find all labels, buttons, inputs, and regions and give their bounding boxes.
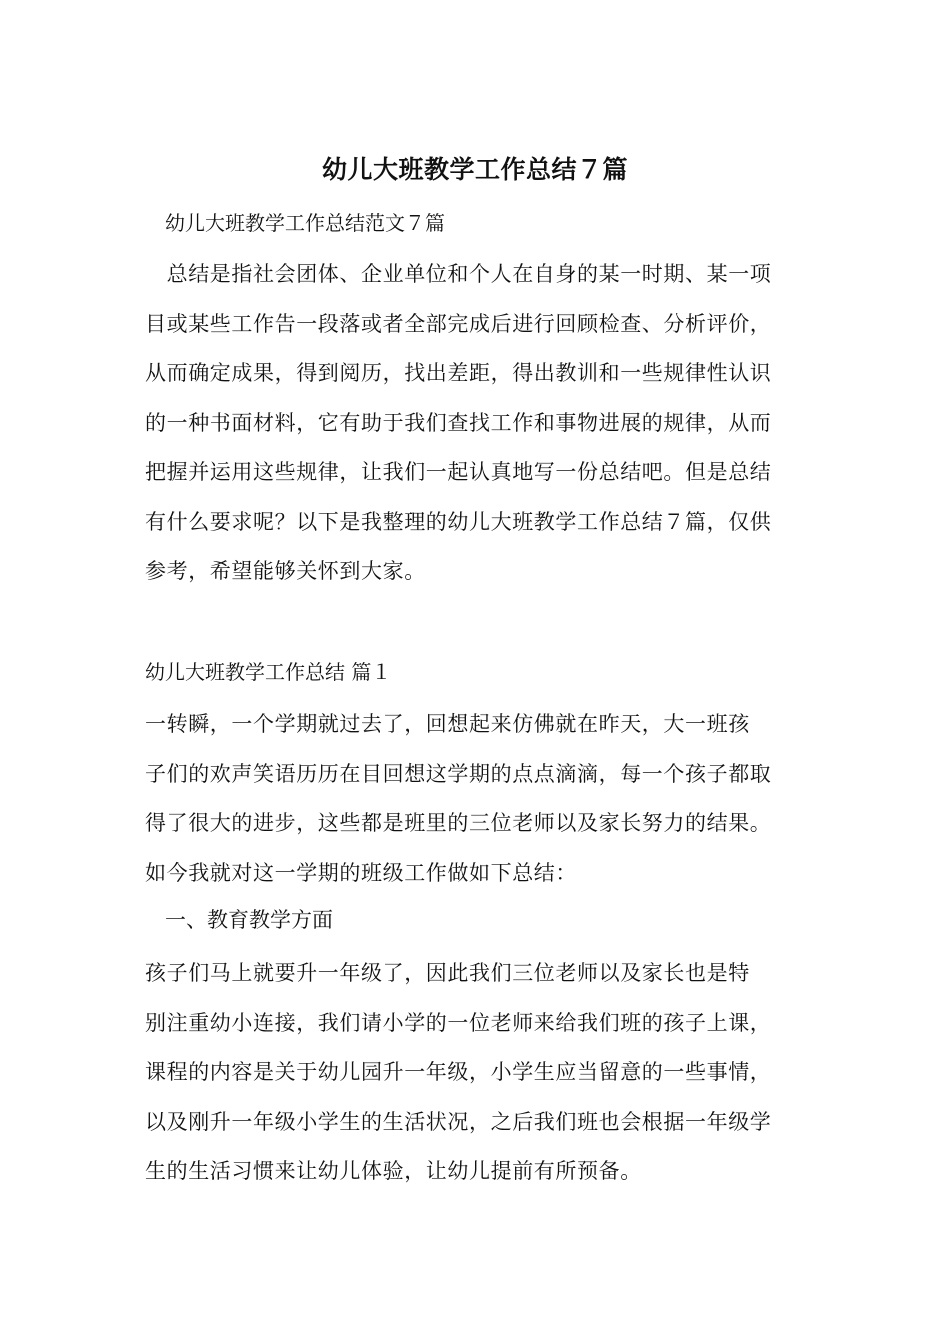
paragraph-line: 得了很大的进步，这些都是班里的三位老师以及家长努力的结果。 bbox=[145, 811, 772, 835]
sub-paragraph bbox=[145, 949, 810, 1197]
intro-paragraph bbox=[145, 250, 810, 597]
paragraph-line: 生的生活习惯来让幼儿体验，让幼儿提前有所预备。 bbox=[145, 1159, 642, 1183]
paragraph-line: 孩子们马上就要升一年级了，因此我们三位老师以及家长也是特 bbox=[145, 961, 750, 985]
document-title: 幼儿大班教学工作总结７篇 bbox=[321, 155, 628, 184]
paragraph-line: 从而确定成果，得到阅历，找出差距，得出教训和一些规律性认识 bbox=[145, 361, 772, 385]
paragraph-line: 别注重幼小连接，我们请小学的一位老师来给我们班的孩子上课， bbox=[145, 1010, 772, 1035]
paragraph-line: 的一种书面材料，它有助于我们查找工作和事物进展的规律，从而 bbox=[145, 410, 772, 435]
paragraph-line: 一转瞬，一个学期就过去了，回想起来仿佛就在昨天，大一班孩 bbox=[145, 712, 750, 736]
section-heading: 幼儿大班教学工作总结 篇１ bbox=[145, 660, 392, 684]
sub-heading: 一、教育教学方面 bbox=[165, 908, 333, 932]
paragraph-line: 如今我就对这一学期的班级工作做如下总结： bbox=[145, 860, 577, 885]
paragraph-line: 参考，希望能够关怀到大家。 bbox=[145, 559, 426, 583]
paragraph-line: 课程的内容是关于幼儿园升一年级，小学生应当留意的一些事情， bbox=[145, 1060, 772, 1084]
document-subtitle: 幼儿大班教学工作总结范文７篇 bbox=[165, 211, 445, 235]
paragraph-line: 总结是指社会团体、企业单位和个人在自身的某一时期、某一项 bbox=[145, 262, 772, 286]
paragraph-line: 把握并运用这些规律，让我们一起认真地写一份总结吧。但是总结 bbox=[145, 460, 772, 484]
paragraph-line: 有什么要求呢？以下是我整理的幼儿大班教学工作总结７篇，仅供 bbox=[145, 509, 772, 534]
section-paragraph bbox=[145, 700, 810, 898]
paragraph-line: 子们的欢声笑语历历在目回想这学期的点点滴滴，每一个孩子都取 bbox=[145, 761, 772, 786]
paragraph-line: 目或某些工作告一段落或者全部完成后进行回顾检查、分析评价， bbox=[145, 311, 772, 336]
paragraph-line: 以及刚升一年级小学生的生活状况，之后我们班也会根据一年级学 bbox=[145, 1109, 772, 1134]
